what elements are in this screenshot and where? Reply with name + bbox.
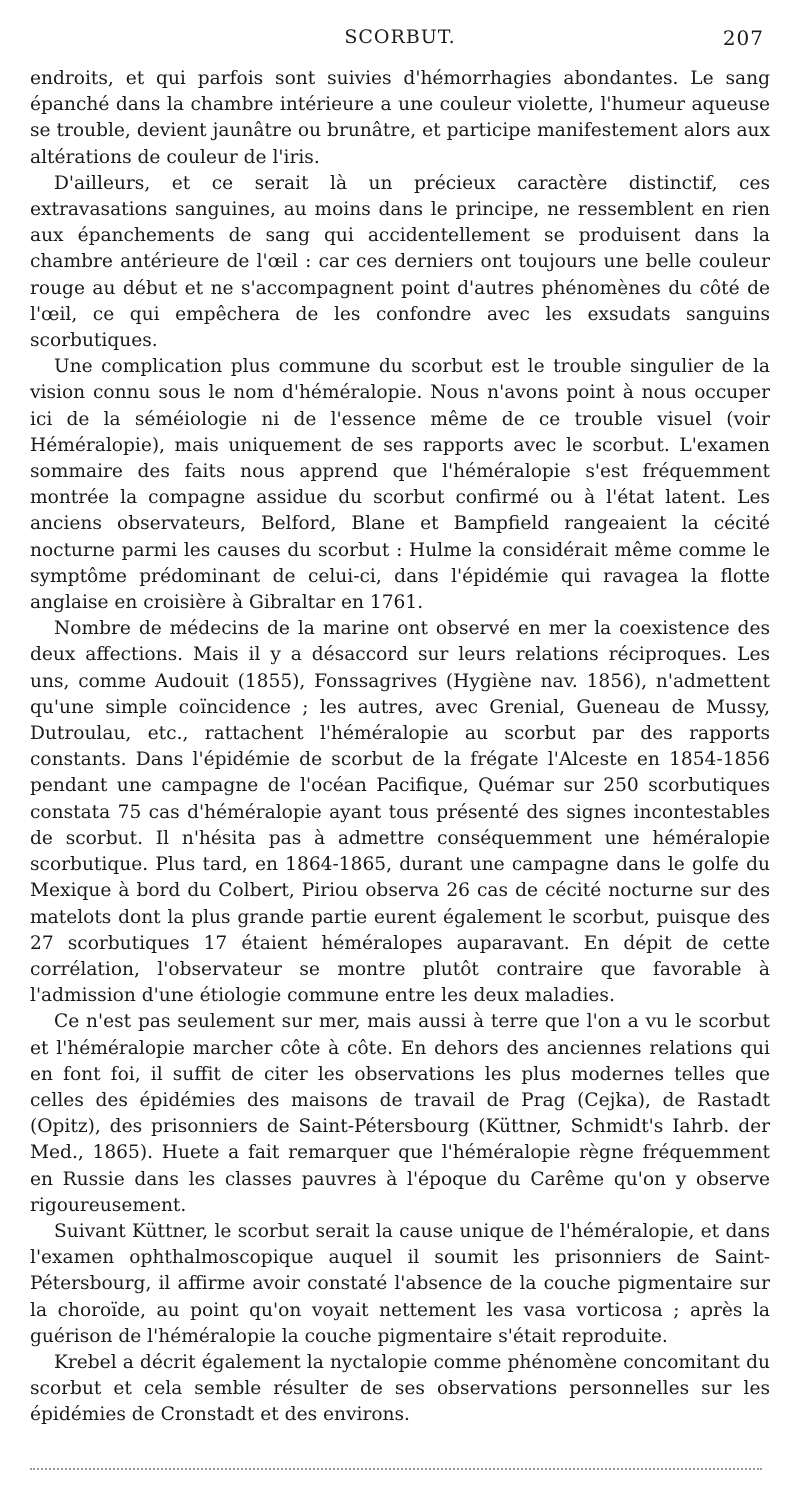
- page-header: [30, 26, 770, 52]
- paragraph-7: Krebel a décrit également la nyctalopie comme phénomène concomitant du scorbut et cela semble résulter de ses observations personnelles sur les épidémies de Cronstadt et des environs.: [30, 1351, 770, 1426]
- paragraph-2: D'ailleurs, et ce serait là un précieux caractère distinctif, ces extravasations sanguines, au moins dans le principe, ne ressemblent en rien aux épanchements de sang qui accidentellement se produisent dans la chambre antérieure de l'œil : car ces derniers ont toujours une belle couleur rouge au début et ne s'accompagnent point d'autres phénomènes du côté de l'œil, ce qui empêchera de les confondre avec les exsudats sanguins scorbutiques.: [30, 172, 770, 352]
- paragraph-5: Ce n'est pas seulement sur mer, mais aussi à terre que l'on a vu le scorbut et l'héméralopie marcher côte à côte. En dehors des anciennes relations qui en font foi, il suffit de citer les observations les plus modernes telles que celles des épidémies des maisons de travail de Prag (Cejka), de Rastadt (Opitz), des prisonniers de Saint-Pétersbourg (Küttner, Schmidt's Iahrb. der Med., 1865). Huete a fait remarquer que l'héméralopie règne fréquemment en Russie dans les classes pauvres à l'époque du Carême qu'on y observe rigoureusement.: [30, 1011, 770, 1216]
- paragraph-6: Suivant Küttner, le scorbut serait la cause unique de l'héméralopie, et dans l'examen ophthalmoscopique auquel il soumit les prisonniers de Saint-Pétersbourg, il affirme avoir constaté l'absence de la couche pigmentaire sur la choroïde, au point qu'on voyait nettement les vasa vorticosa ; après la guérison de l'héméralopie la couche pigmentaire s'était reproduite.: [30, 1220, 770, 1347]
- running-title: SCORBUT.: [344, 26, 456, 48]
- body-text: [30, 66, 770, 1429]
- paragraph-4: Nombre de médecins de la marine ont observé en mer la coexistence des deux affections. Mais il y a désaccord sur leurs relations réciproques. Les uns, comme Audouit (1855), Fonssagrives (Hygiène nav. 1856), n'admettent qu'une simple coïncidence ; les autres, avec Grenial, Gueneau de Mussy, Dutroulau, etc., rattachent l'héméralopie au scorbut par des rapports constants. Dans l'épidémie de scorbut de la frégate l'Alceste en 1854-1856 pendant une campagne de l'océan Pacifique, Quémar sur 250 scorbutiques constata 75 cas d'héméralopie ayant tous présenté des signes incontestables de scorbut. Il n'hésita pas à admettre conséquemment une héméralopie scorbutique. Plus tard, en 1864-1865, durant une campagne dans le golfe du Mexique à bord du Colbert, Piriou observa 26 cas de cécité nocturne sur des matelots dont la plus grande partie eurent également le scorbut, puisque des 27 scorbutiques 17 étaient héméralopes auparavant. En dépit de cette corrélation, l'observateur se montre plutôt contraire que favorable à l'admission d'une étiologie commune entre les deux maladies.: [30, 618, 770, 1007]
- footer-dotted-rule: [30, 1468, 762, 1470]
- paragraph-1: endroits, et qui parfois sont suivies d'hémorrhagies abondantes. Le sang épanché dans la chambre intérieure a une couleur violette, l'humeur aqueuse se trouble, devient jaunâtre ou brunâtre, et participe manifestement alors aux altérations de couleur de l'iris.: [30, 68, 770, 168]
- book-page: [30, 26, 770, 1429]
- paragraph-3: Une complication plus commune du scorbut est le trouble singulier de la vision connu sous le nom d'héméralopie. Nous n'avons point à nous occuper ici de la séméiologie ni de l'essence même de ce trouble visuel (voir Héméralopie), mais uniquement de ses rapports avec le scorbut. L'examen sommaire des faits nous apprend que l'héméralopie s'est fréquemment montrée la compagne assidue du scorbut confirmé ou à l'état latent. Les anciens observateurs, Belford, Blane et Bampfield rangeaient la cécité nocturne parmi les causes du scorbut : Hulme la considérait même comme le symptôme prédominant de celui-ci, dans l'épidémie qui ravagea la flotte anglaise en croisière à Gibraltar en 1761.: [30, 356, 770, 614]
- page-number: 207: [722, 26, 764, 50]
